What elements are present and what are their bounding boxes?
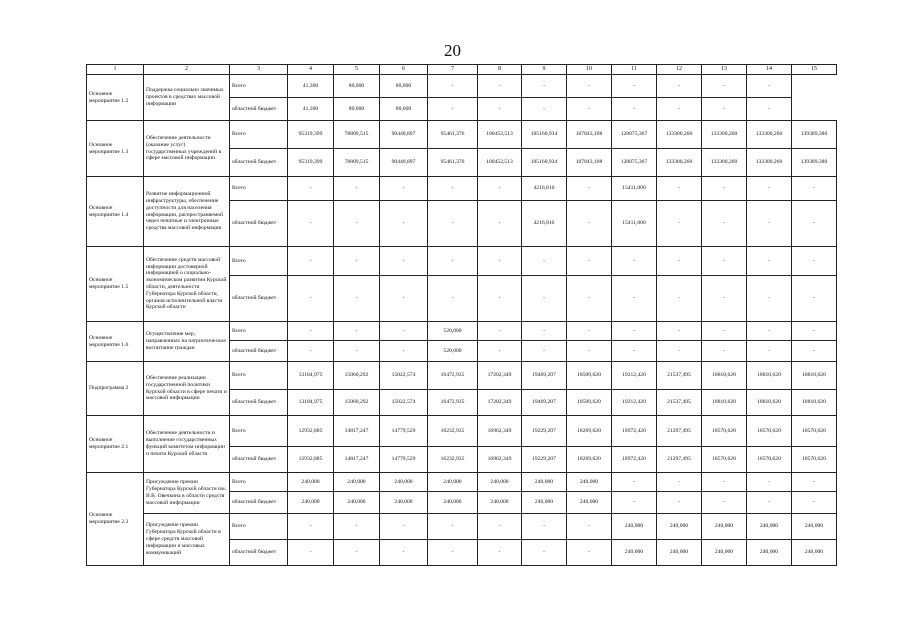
value-cell: - <box>522 540 567 566</box>
value-cell: 240,000 <box>334 473 380 492</box>
value-cell: - <box>522 98 567 121</box>
activity-title: Основное мероприятие 1.3 <box>87 121 144 177</box>
value-cell: - <box>288 322 334 341</box>
value-cell: 240,000 <box>288 492 334 514</box>
value-cell: 16232,935 <box>428 447 478 473</box>
value-cell: 15060,292 <box>334 390 380 416</box>
value-cell: 18810,620 <box>792 362 837 390</box>
value-cell: 12932,885 <box>288 447 334 473</box>
value-cell: - <box>747 177 792 201</box>
value-cell: 240,000 <box>702 540 747 566</box>
value-cell: - <box>380 322 428 341</box>
value-cell: - <box>428 98 478 121</box>
value-cell: - <box>334 247 380 276</box>
value-cell: - <box>478 276 522 322</box>
value-cell: 78809,515 <box>334 121 380 149</box>
budget-source: Всего <box>230 121 288 149</box>
value-cell: 240,000 <box>567 473 612 492</box>
value-cell: 17202,349 <box>478 362 522 390</box>
budget-source: областной бюджет <box>230 98 288 121</box>
budget-source: Всего <box>230 473 288 492</box>
activity-title: Основное мероприятие 1.2 <box>87 75 144 121</box>
value-cell: 90440,897 <box>380 121 428 149</box>
value-cell: 133300,260 <box>747 149 792 177</box>
value-cell: - <box>288 540 334 566</box>
value-cell: - <box>702 75 747 98</box>
value-cell: - <box>792 322 837 341</box>
value-cell: - <box>567 247 612 276</box>
value-cell: 240,000 <box>747 540 792 566</box>
activity-description: Развитие информационной инфраструктуры, обеспечение доступности для населения информации, распространяемой через печатные и электронные средства массовой информации <box>144 177 230 247</box>
budget-source: областной бюджет <box>230 276 288 322</box>
value-cell: 80,000 <box>334 98 380 121</box>
value-cell: 18509,620 <box>567 362 612 390</box>
budget-source: областной бюджет <box>230 492 288 514</box>
value-cell: - <box>522 514 567 540</box>
value-cell: 21297,495 <box>657 416 702 447</box>
value-cell: - <box>612 322 657 341</box>
value-cell: 133300,260 <box>702 121 747 149</box>
value-cell: - <box>792 276 837 322</box>
value-cell: - <box>428 540 478 566</box>
value-cell: 18269,620 <box>567 447 612 473</box>
value-cell: 19469,207 <box>522 362 567 390</box>
value-cell: 18810,620 <box>702 362 747 390</box>
value-cell: - <box>567 201 612 247</box>
value-cell: - <box>478 247 522 276</box>
value-cell: - <box>288 514 334 540</box>
value-cell: - <box>747 276 792 322</box>
value-cell: 16962,349 <box>478 447 522 473</box>
value-cell: - <box>334 276 380 322</box>
value-cell: - <box>702 201 747 247</box>
value-cell: 139389,380 <box>792 121 837 149</box>
table-row <box>87 322 837 341</box>
activity-title: Подпрограмма 2 <box>87 362 144 416</box>
value-cell: 18570,620 <box>792 447 837 473</box>
header-cell: 14 <box>747 65 792 75</box>
value-cell: 105160,934 <box>522 149 567 177</box>
value-cell: 240,000 <box>792 540 837 566</box>
value-cell: 240,000 <box>428 492 478 514</box>
value-cell: 16232,935 <box>428 416 478 447</box>
value-cell: - <box>567 75 612 98</box>
header-cell: 3 <box>230 65 288 75</box>
value-cell: 78809,515 <box>334 149 380 177</box>
value-cell: 18810,620 <box>747 390 792 416</box>
value-cell: 41,300 <box>288 75 334 98</box>
value-cell: - <box>567 514 612 540</box>
value-cell: - <box>334 341 380 362</box>
value-cell: - <box>288 247 334 276</box>
value-cell: - <box>702 276 747 322</box>
value-cell: - <box>380 514 428 540</box>
header-row <box>87 65 837 75</box>
table-row <box>87 416 837 447</box>
value-cell: - <box>612 492 657 514</box>
value-cell: - <box>612 473 657 492</box>
value-cell: - <box>428 177 478 201</box>
header-cell: 10 <box>567 65 612 75</box>
value-cell: 240,000 <box>612 540 657 566</box>
table-row <box>87 121 837 149</box>
value-cell: - <box>478 75 522 98</box>
value-cell: - <box>747 473 792 492</box>
value-cell: 240,000 <box>702 514 747 540</box>
value-cell: - <box>522 276 567 322</box>
value-cell: - <box>428 247 478 276</box>
value-cell: 100452,513 <box>478 121 522 149</box>
table-row <box>87 177 837 201</box>
value-cell: 80,000 <box>334 75 380 98</box>
activity-description: Обеспечение деятельности (оказание услуг) государственных учреждений в сфере массовой информации <box>144 121 230 177</box>
value-cell: - <box>567 540 612 566</box>
value-cell: - <box>792 341 837 362</box>
budget-source: Всего <box>230 514 288 540</box>
header-cell: 9 <box>522 65 567 75</box>
value-cell: 4216,810 <box>522 201 567 247</box>
value-cell: 16962,349 <box>478 416 522 447</box>
value-cell: - <box>334 201 380 247</box>
value-cell: - <box>478 514 522 540</box>
value-cell: 18570,620 <box>702 447 747 473</box>
value-cell: - <box>792 201 837 247</box>
value-cell: 240,000 <box>428 473 478 492</box>
value-cell: 240,000 <box>334 492 380 514</box>
value-cell: - <box>657 75 702 98</box>
value-cell: - <box>380 341 428 362</box>
value-cell: - <box>657 276 702 322</box>
value-cell: 14779,529 <box>380 416 428 447</box>
value-cell: - <box>792 177 837 201</box>
table-row <box>87 75 837 98</box>
value-cell: 240,000 <box>522 473 567 492</box>
value-cell: 15411,000 <box>612 201 657 247</box>
table-row <box>87 514 837 540</box>
value-cell: 21297,495 <box>657 447 702 473</box>
value-cell: - <box>792 473 837 492</box>
value-cell: 128075,367 <box>612 121 657 149</box>
value-cell: - <box>380 201 428 247</box>
value-cell: - <box>478 201 522 247</box>
value-cell: - <box>657 473 702 492</box>
value-cell: 240,000 <box>522 492 567 514</box>
value-cell: - <box>288 341 334 362</box>
value-cell: - <box>792 492 837 514</box>
budget-source: Всего <box>230 362 288 390</box>
value-cell: 18972,420 <box>612 416 657 447</box>
header-cell: 8 <box>478 65 522 75</box>
value-cell: - <box>380 247 428 276</box>
value-cell: - <box>747 492 792 514</box>
value-cell: 13184,975 <box>288 362 334 390</box>
value-cell: 240,000 <box>288 473 334 492</box>
value-cell: - <box>334 177 380 201</box>
value-cell: 139389,380 <box>792 149 837 177</box>
value-cell: - <box>657 177 702 201</box>
value-cell: 18570,620 <box>747 447 792 473</box>
value-cell: - <box>657 98 702 121</box>
value-cell: 95461,376 <box>428 149 478 177</box>
value-cell: 13184,975 <box>288 390 334 416</box>
value-cell: 18570,620 <box>792 416 837 447</box>
table-row <box>87 247 837 276</box>
header-cell: 4 <box>288 65 334 75</box>
value-cell: 95319,399 <box>288 149 334 177</box>
value-cell: 95461,376 <box>428 121 478 149</box>
budget-source: Всего <box>230 247 288 276</box>
value-cell: 19212,420 <box>612 362 657 390</box>
value-cell: - <box>334 540 380 566</box>
header-cell: 15 <box>792 65 837 75</box>
value-cell: 12932,885 <box>288 416 334 447</box>
value-cell: 107843,108 <box>567 149 612 177</box>
value-cell: - <box>288 201 334 247</box>
value-cell: 240,000 <box>478 492 522 514</box>
budget-source: областной бюджет <box>230 201 288 247</box>
budget-source: областной бюджет <box>230 341 288 362</box>
value-cell: - <box>657 201 702 247</box>
value-cell: 520,000 <box>428 322 478 341</box>
budget-source: областной бюджет <box>230 540 288 566</box>
header-cell: 7 <box>428 65 478 75</box>
value-cell: 19229,207 <box>522 416 567 447</box>
value-cell: 4216,810 <box>522 177 567 201</box>
value-cell: 107843,108 <box>567 121 612 149</box>
value-cell: 19469,207 <box>522 390 567 416</box>
value-cell: 240,000 <box>380 473 428 492</box>
table-row <box>87 473 837 492</box>
activity-description: Поддержка социально значимых проектов в средствах массовой информации <box>144 75 230 121</box>
value-cell: - <box>380 276 428 322</box>
value-cell: - <box>702 341 747 362</box>
value-cell: - <box>567 98 612 121</box>
value-cell: 18810,620 <box>747 362 792 390</box>
header-cell: 12 <box>657 65 702 75</box>
value-cell: - <box>428 75 478 98</box>
value-cell: 100452,513 <box>478 149 522 177</box>
value-cell: 240,000 <box>792 514 837 540</box>
value-cell: 15022,574 <box>380 362 428 390</box>
sub-activity-description: Присуждение премии Губернатора Курской области в сфере средств массовой информации и массовых коммуникаций <box>144 514 230 566</box>
value-cell: - <box>612 247 657 276</box>
value-cell: - <box>522 75 567 98</box>
value-cell: - <box>567 276 612 322</box>
budget-source: Всего <box>230 416 288 447</box>
value-cell: 133300,260 <box>657 121 702 149</box>
budget-source: Всего <box>230 322 288 341</box>
value-cell: - <box>747 75 792 98</box>
value-cell: 240,000 <box>380 492 428 514</box>
value-cell: 14817,247 <box>334 416 380 447</box>
value-cell: - <box>288 276 334 322</box>
value-cell: - <box>478 322 522 341</box>
value-cell: 18972,420 <box>612 447 657 473</box>
budget-source: областной бюджет <box>230 149 288 177</box>
value-cell: - <box>478 540 522 566</box>
value-cell: 15411,000 <box>612 177 657 201</box>
value-cell: - <box>428 201 478 247</box>
value-cell: - <box>747 341 792 362</box>
header-cell: 11 <box>612 65 657 75</box>
sub-activity-description: Присуждение премии Губернатора Курской области им. В.В. Овечкина в области средств массовой информации <box>144 473 230 514</box>
value-cell: - <box>522 322 567 341</box>
value-cell: - <box>334 322 380 341</box>
value-cell: 18810,620 <box>792 390 837 416</box>
value-cell: - <box>657 247 702 276</box>
budget-source: областной бюджет <box>230 447 288 473</box>
value-cell: 18570,620 <box>747 416 792 447</box>
value-cell: - <box>747 98 792 121</box>
value-cell: 18269,620 <box>567 416 612 447</box>
header-cell: 6 <box>380 65 428 75</box>
value-cell: 18509,620 <box>567 390 612 416</box>
value-cell: 21537,495 <box>657 362 702 390</box>
value-cell: - <box>657 322 702 341</box>
value-cell: 41,300 <box>288 98 334 121</box>
activity-title: Основное мероприятие 1.6 <box>87 322 144 362</box>
activity-title: Основное мероприятие 2.1 <box>87 416 144 473</box>
header-cell: 1 <box>87 65 144 75</box>
activity-description: Обеспечение средств массовой информации достоверной информацией о социально-экономическом развитии Курской области, деятельности Губернатора Курской области, органов исполнительной власти Курской области <box>144 247 230 322</box>
value-cell: - <box>380 540 428 566</box>
value-cell: - <box>478 177 522 201</box>
value-cell: - <box>612 276 657 322</box>
value-cell: - <box>567 341 612 362</box>
value-cell: 240,000 <box>657 514 702 540</box>
header-cell: 2 <box>144 65 230 75</box>
table-row <box>87 362 837 390</box>
value-cell: - <box>702 177 747 201</box>
value-cell: 80,000 <box>380 98 428 121</box>
value-cell: 128075,367 <box>612 149 657 177</box>
value-cell: 19229,207 <box>522 447 567 473</box>
value-cell: - <box>747 322 792 341</box>
budget-source: областной бюджет <box>230 390 288 416</box>
value-cell: - <box>612 98 657 121</box>
value-cell: - <box>747 247 792 276</box>
page-number: 20 <box>444 41 461 60</box>
activity-title: Основное мероприятие 1.4 <box>87 177 144 247</box>
value-cell: - <box>428 514 478 540</box>
value-cell: - <box>478 98 522 121</box>
value-cell: 95319,399 <box>288 121 334 149</box>
value-cell: 80,000 <box>380 75 428 98</box>
value-cell: 16472,935 <box>428 390 478 416</box>
value-cell: 14779,529 <box>380 447 428 473</box>
value-cell: - <box>702 492 747 514</box>
value-cell: 133300,260 <box>702 149 747 177</box>
value-cell: - <box>747 201 792 247</box>
value-cell: 18570,620 <box>702 416 747 447</box>
value-cell: 240,000 <box>612 514 657 540</box>
value-cell: 16472,935 <box>428 362 478 390</box>
value-cell: 133300,260 <box>747 121 792 149</box>
value-cell: 520,000 <box>428 341 478 362</box>
value-cell: - <box>522 247 567 276</box>
value-cell: - <box>478 341 522 362</box>
value-cell: - <box>657 341 702 362</box>
value-cell: - <box>380 177 428 201</box>
value-cell: - <box>702 98 747 121</box>
value-cell: 18810,620 <box>702 390 747 416</box>
value-cell: - <box>288 177 334 201</box>
value-cell: 15060,292 <box>334 362 380 390</box>
activity-description: Обеспечение реализации государственной политики Курской области в сфере печати и массовой информации <box>144 362 230 416</box>
activity-title: Основное мероприятие 1.5 <box>87 247 144 322</box>
value-cell: - <box>702 322 747 341</box>
value-cell: 90440,897 <box>380 149 428 177</box>
value-cell: 133300,260 <box>657 149 702 177</box>
value-cell: - <box>702 473 747 492</box>
value-cell: - <box>334 514 380 540</box>
value-cell: - <box>522 341 567 362</box>
value-cell: 105160,934 <box>522 121 567 149</box>
value-cell: 17202,349 <box>478 390 522 416</box>
activity-title: Основное мероприятие 2.3 <box>87 473 144 566</box>
value-cell: - <box>567 177 612 201</box>
budget-table <box>86 64 837 566</box>
value-cell: - <box>792 247 837 276</box>
value-cell: 240,000 <box>478 473 522 492</box>
header-cell: 13 <box>702 65 747 75</box>
value-cell: 15022,574 <box>380 390 428 416</box>
value-cell: - <box>657 492 702 514</box>
value-cell: - <box>428 276 478 322</box>
activity-description: Обеспечение деятельности и выполнение государственных функций комитетом информации и печати Курской области <box>144 416 230 473</box>
value-cell: - <box>612 75 657 98</box>
value-cell: - <box>612 341 657 362</box>
header-cell: 5 <box>334 65 380 75</box>
value-cell: - <box>567 322 612 341</box>
value-cell: 21537,495 <box>657 390 702 416</box>
activity-description: Осуществление мер, направленных на патриотическое воспитание граждан <box>144 322 230 362</box>
value-cell: 19212,420 <box>612 390 657 416</box>
value-cell: 14817,247 <box>334 447 380 473</box>
budget-source: Всего <box>230 75 288 98</box>
value-cell: 240,000 <box>567 492 612 514</box>
value-cell: 240,000 <box>657 540 702 566</box>
value-cell: - <box>702 247 747 276</box>
value-cell: 240,000 <box>747 514 792 540</box>
budget-source: Всего <box>230 177 288 201</box>
